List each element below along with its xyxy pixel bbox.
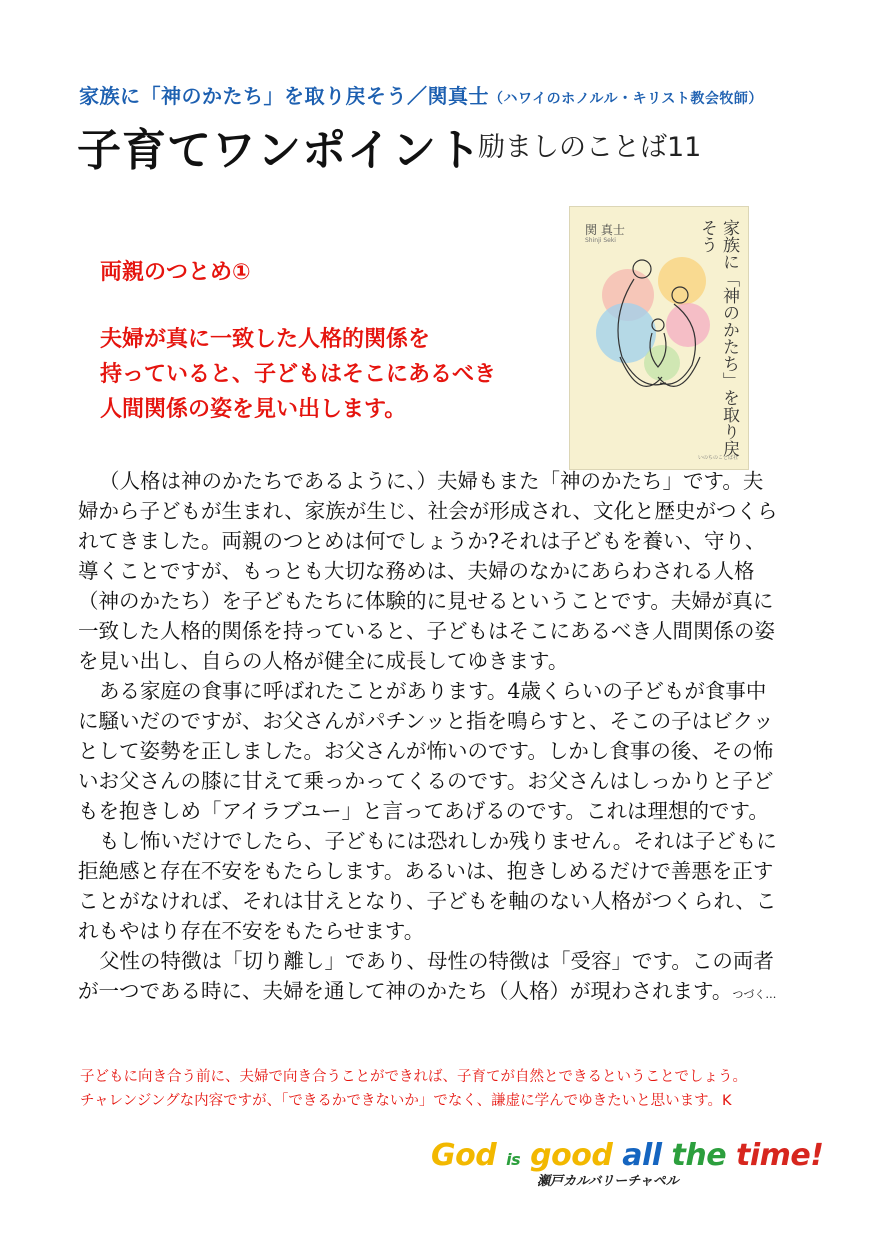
- church-logo: [431, 1138, 824, 1194]
- book-title: 家族に「神のかたち」を取り戻そう: [697, 219, 739, 457]
- paragraph: ある家庭の食事に呼ばれたことがあります。4歳くらいの子どもが食事中に騒いだのですが、お父さんがパチンッと指を鳴らすと、そこの子はビクッとして姿勢を正しました。お父さんが怖いのです。しかし食事の後、その怖いお父さんの膝に甘えて乗っかってくるのです。お父さんはしっかりと子どもを抱きしめ「アイラブユー」と言ってあげるのです。これは理想的です。: [78, 679, 774, 823]
- closing-comment: [80, 1065, 790, 1113]
- paragraph: （人格は神のかたちであるように、）夫婦もまた「神のかたち」です。夫婦から子どもが生まれ、家族が生じ、社会が形成され、文化と歴史がつくられてきました。両親のつとめは何でしょうか?それは子どもを養い、守り、導くことですが、もっとも大切な務めは、夫婦のなかにあらわされる人格（神のかたち）を子どもたちに体験的に見せるということです。夫婦が真に一致した人格的関係を持っていると、子どもはそこにあるべき人間関係の姿を見い出し、自らの人格が健全に成長してゆきます。: [78, 469, 778, 673]
- article-body: [78, 466, 778, 1010]
- page-subtitle: 励ましのことば11: [478, 132, 702, 163]
- series-author-note: （ハワイのホノルル・キリスト教会牧師）: [489, 91, 763, 107]
- callout-quote: [100, 322, 560, 427]
- logo-word: God: [431, 1138, 497, 1173]
- closing-line: チャレンジングな内容ですが、「できるかできないか」でなく、謙虚に学んでゆきたいと思います。K: [80, 1093, 732, 1109]
- section-heading: 両親のつとめ①: [100, 260, 251, 285]
- paragraph: 父性の特徴は「切り離し」であり、母性の特徴は「受容」です。この両者が一つである時に、夫婦を通して神のかたち（人格）が現わされます。: [78, 949, 774, 1003]
- logo-word: time!: [736, 1138, 824, 1173]
- callout-line: 人間関係の姿を見い出します。: [100, 397, 407, 422]
- callout-line: 持っていると、子どもはそこにあるべき: [100, 362, 497, 387]
- logo-word: good: [530, 1138, 613, 1173]
- paragraph-last: [78, 946, 778, 1010]
- church-name: 瀬戸カルバリーチャペル: [537, 1174, 679, 1189]
- book-author-en: Shinji Seki: [585, 237, 616, 244]
- continued-note: つづく…: [732, 988, 777, 1001]
- book-cover-image: [569, 206, 749, 470]
- book-publisher: いのちのことば社: [697, 455, 738, 461]
- callout-line: 夫婦が真に一致した人格的関係を: [100, 327, 431, 352]
- logo-word: all: [622, 1138, 662, 1173]
- page-title: 子育てワンポイント: [77, 125, 482, 176]
- series-title: [79, 80, 763, 109]
- logo-word: the: [671, 1138, 727, 1173]
- series-title-text: 家族に「神のかたち」を取り戻そう／関真士: [79, 84, 489, 108]
- paragraph: もし怖いだけでしたら、子どもには恐れしか残りません。それは子どもに拒絶感と存在不安をもたらします。あるいは、抱きしめるだけで善悪を正すことがなければ、それは甘えとなり、子どもを軸のない人格がつくられ、これもやはり存在不安をもたらせます。: [78, 829, 777, 943]
- closing-line: 子どもに向き合う前に、夫婦で向き合うことができれば、子育てが自然とできるということでしょう。: [80, 1069, 747, 1085]
- logo-word: is: [506, 1150, 521, 1169]
- book-author: 関 真士: [585, 223, 625, 237]
